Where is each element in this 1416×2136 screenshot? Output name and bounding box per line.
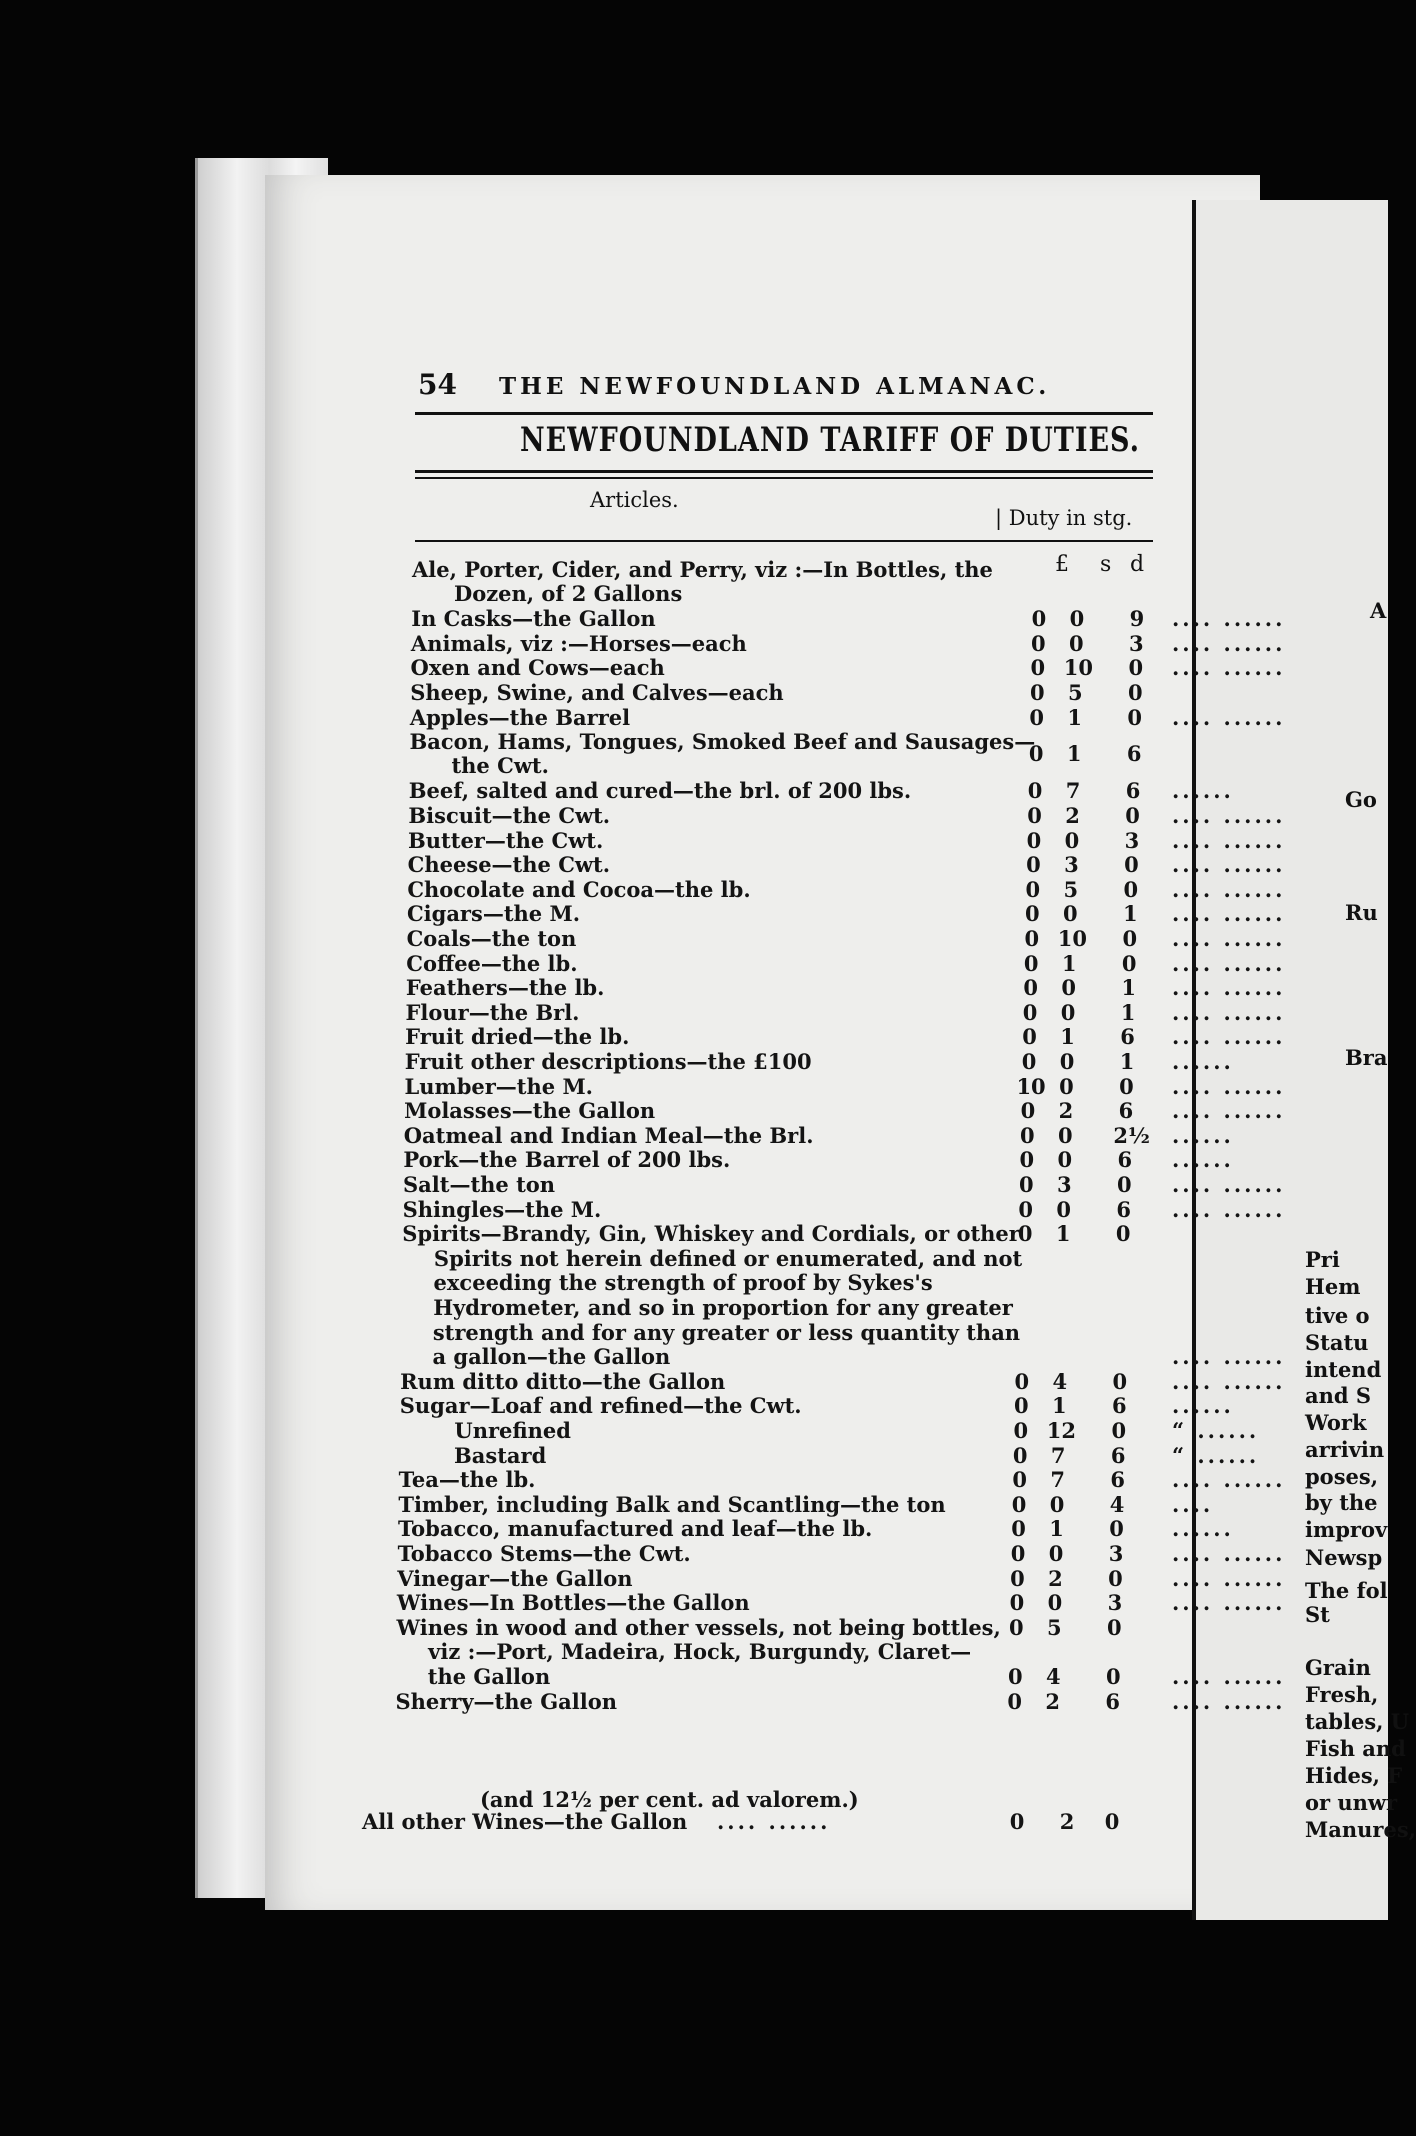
article-name: strength and for any greater or less quantity than [432,1319,1021,1345]
duty-pence: 3 [1129,630,1144,656]
article-name: Coffee—the lb. [406,950,578,976]
duty-pounds: 0 [1013,1393,1029,1419]
facing-page-fragment: Grain [1305,1655,1371,1680]
leader-dots: .... ...... [1171,950,1286,976]
duty-pounds: 0 [1007,1688,1022,1714]
sherry-ad-valorem-note: (and 12½ per cent. ad valorem.) [480,1787,859,1812]
duty-pence: 6 [1111,1393,1127,1419]
duty-shillings: 0 [1056,1196,1071,1222]
article-name: Tobacco, manufactured and leaf—the lb. [397,1516,873,1542]
duty-shillings: 0 [1064,827,1080,853]
duty-pence: 0 [1128,655,1144,681]
leader-dots: ...... [1171,1393,1234,1419]
duty-pence: 6 [1105,1688,1120,1714]
leader-dots: .... ...... [1171,926,1286,951]
duty-shillings: 7 [1065,778,1081,804]
facing-page-fragment: St [1305,1602,1330,1627]
duty-pounds: 0 [1028,741,1044,767]
leader-dots: .... ...... [1171,1368,1286,1394]
article-name: Cheese—the Cwt. [407,852,611,878]
article-name: Salt—the ton [403,1172,556,1197]
facing-page-fragment: Hem [1305,1274,1361,1299]
article-name: Oxen and Cows—each [410,655,665,681]
duty-pence: 6 [1118,1098,1134,1124]
duty-pence: 0 [1127,680,1143,705]
duty-pounds: 0 [1022,1024,1037,1050]
duty-pence: 6 [1116,1196,1131,1222]
article-name: Shingles—the M. [402,1196,602,1222]
duty-shillings: 1 [1049,1516,1064,1542]
leader-dots: “ ...... [1171,1418,1260,1443]
leader-dots: ...... [1171,1122,1234,1148]
facing-page-fragment: tables, U [1305,1709,1410,1734]
duty-pounds: 0 [1013,1418,1029,1443]
leader-dots: .... ...... [1171,1664,1286,1689]
leader-dots: .... [1171,1491,1214,1517]
duty-pounds: 0 [1009,1809,1025,1834]
article-name: Lumber—the M. [404,1073,593,1099]
duty-pence: 0 [1105,1664,1121,1689]
duty-pounds: 0 [1023,975,1038,1001]
duty-pence: 0 [1115,1221,1131,1247]
duty-shillings: 1 [1051,1393,1067,1419]
duty-pence: 6 [1117,1147,1133,1173]
duty-pounds: 0 [1031,606,1047,632]
article-name: Sherry—the Gallon [395,1688,617,1714]
col-duty-header: | Duty in stg. [995,506,1133,530]
duty-shillings: 12 [1046,1418,1076,1443]
duty-shillings: 2 [1045,1688,1060,1714]
duty-pounds: 0 [1010,1541,1026,1566]
leader-dots: .... ...... [1171,1024,1286,1050]
article-name: Ale, Porter, Cider, and Perry, viz :—In Bottles, the [412,557,993,582]
facing-page-fragment: Fish and [1305,1736,1406,1761]
facing-page-fragment: or unwr [1305,1790,1398,1815]
article-name: Spirits—Brandy, Gin, Whiskey and Cordials, or other [402,1221,1020,1247]
duty-pounds: 0 [1018,1172,1034,1197]
leader-dots: .... ...... [1171,1196,1286,1222]
facing-page-fragment: poses, [1305,1464,1379,1489]
duty-pounds: 0 [1031,630,1046,656]
duty-pounds: 0 [1010,1565,1025,1591]
duty-shillings: 5 [1047,1614,1062,1640]
leader-dots: .... ...... [1171,1344,1286,1370]
duty-pounds: 0 [1020,1122,1035,1148]
article-name: Hydrometer, and so in proportion for any greater [433,1295,1013,1320]
duty-pounds: 0 [1011,1491,1027,1517]
duty-pence: 0 [1119,1073,1134,1099]
duty-pence: 1 [1121,975,1136,1001]
article-continuation: the Cwt. [451,753,549,779]
duty-pence: 0 [1127,704,1142,730]
leader-dots: .... ...... [1171,1565,1286,1591]
pounds-symbol: £ [1055,552,1069,577]
duty-pence: 0 [1125,803,1140,828]
title-rule-top [415,470,1153,473]
duty-pounds: 0 [1007,1664,1023,1689]
duty-pence: 6 [1126,741,1142,767]
article-name: Wines in wood and other vessels, not being bottles, [396,1614,1001,1640]
article-name: exceeding the strength of proof by Sykes's [433,1270,933,1296]
article-name: Sugar—Loaf and refined—the Cwt. [399,1393,802,1419]
article-name: Unrefined [454,1418,571,1443]
duty-shillings: 1 [1060,1024,1075,1050]
duty-pounds: 0 [1012,1467,1027,1493]
leader-dots: .... ...... [1171,803,1286,828]
leader-dots: .... ...... [1171,999,1286,1025]
leader-dots: .... ...... [1171,1467,1286,1493]
duty-pounds: 0 [1029,680,1045,705]
leader-dots: “ ...... [1171,1442,1260,1468]
duty-pounds: 0 [1009,1614,1024,1640]
pence-symbol: d [1130,552,1145,577]
duty-pounds: 0 [1012,1442,1028,1468]
duty-pounds: 0 [1024,926,1040,951]
duty-shillings: 0 [1059,1073,1074,1099]
article-name: Biscuit—the Cwt. [408,803,611,828]
facing-page-fragment: Hides, F [1305,1763,1403,1788]
duty-shillings: 2 [1058,1098,1074,1124]
duty-shillings: 4 [1052,1368,1068,1394]
duty-shillings: 0 [1049,1491,1065,1517]
facing-page-fragment: Work [1305,1410,1367,1435]
duty-pounds: 0 [1030,655,1046,681]
duty-pounds: 0 [1011,1516,1026,1542]
leader-dots: .... ...... [1171,606,1286,632]
duty-shillings: 0 [1058,1122,1073,1148]
article-name: Coals—the ton [406,926,577,951]
leader-dots: .... ...... [1171,1073,1286,1099]
facing-page-fragment: Fresh, [1305,1682,1379,1707]
duty-shillings: 10 [1063,655,1094,681]
article-name: Chocolate and Cocoa—the lb. [407,876,751,902]
leader-dots: ...... [1171,778,1234,804]
duty-pounds: 0 [1019,1147,1035,1173]
duty-pence: 2½ [1113,1122,1150,1148]
shillings-symbol: s [1100,552,1112,577]
duty-pounds: 0 [1026,827,1042,853]
duty-shillings: 0 [1057,1147,1073,1173]
duty-pence: 0 [1107,1614,1122,1640]
facing-page-fragment: The fol [1305,1578,1388,1603]
duty-pence: 3 [1107,1590,1123,1616]
table-title: NEWFOUNDLAND TARIFF OF DUTIES. [520,421,1140,460]
duty-shillings: 0 [1061,975,1076,1001]
facing-page-fragment: Bra [1345,1045,1388,1070]
facing-page-fragment: and S [1305,1383,1372,1408]
duty-pence: 0 [1116,1172,1132,1197]
duty-pence: 0 [1111,1418,1127,1443]
duty-pence: 3 [1124,827,1140,853]
duty-shillings: 0 [1069,630,1084,656]
duty-shillings: 1 [1055,1221,1071,1247]
facing-page-fragment: Go [1345,787,1377,812]
column-header-rule [415,540,1153,542]
duty-pence: 0 [1112,1368,1128,1394]
duty-shillings: 0 [1048,1541,1064,1566]
duty-pence: 0 [1122,926,1138,951]
facing-page-fragment: Statu [1305,1330,1369,1355]
duty-pounds: 0 [1023,950,1039,976]
article-name: Oatmeal and Indian Meal—the Brl. [403,1122,814,1148]
duty-shillings: 0 [1059,1049,1075,1074]
leader-dots: .... ...... [1171,655,1286,681]
duty-shillings: 1 [1067,704,1082,730]
article-name: Molasses—the Gallon [404,1098,656,1124]
duty-shillings: 2 [1059,1809,1075,1834]
facing-page-fragment: intend [1305,1357,1382,1382]
leader-dots: .... ...... [1171,901,1286,927]
article-name: the Gallon [427,1664,551,1689]
leader-dots: .... ...... [1171,1098,1286,1124]
article-name: Tobacco Stems—the Cwt. [397,1541,691,1566]
article-name: a gallon—the Gallon [432,1344,671,1370]
duty-shillings: 5 [1063,876,1079,902]
duty-shillings: 1 [1066,741,1082,767]
duty-pence: 0 [1109,1516,1124,1542]
leader-dots: .... ...... [1171,827,1286,853]
article-name: Beef, salted and cured—the brl. of 200 lbs. [408,778,912,804]
article-name: Timber, including Balk and Scantling—the ton [398,1491,946,1517]
duty-pounds: 0 [1017,1221,1033,1247]
article-name: Tea—the lb. [398,1467,536,1493]
leader-dots: .... ...... [1171,876,1286,902]
duty-pence: 6 [1110,1467,1125,1493]
article-continuation: Dozen, of 2 Gallons [454,581,683,606]
duty-shillings: 5 [1067,680,1083,705]
leader-dots: .... ...... [1171,630,1286,656]
duty-pence: 6 [1110,1442,1126,1468]
duty-pence: 1 [1122,901,1138,927]
article-name: Rum ditto ditto—the Gallon [400,1368,726,1394]
duty-pence: 6 [1125,778,1141,804]
facing-page-fragment: improv [1305,1517,1388,1542]
leader-dots: .... ...... [1171,1541,1286,1566]
duty-shillings: 2 [1065,803,1080,828]
duty-shillings: 7 [1050,1467,1065,1493]
duty-pence: 1 [1120,999,1136,1025]
article-name: Flour—the Brl. [405,999,580,1025]
leader-dots: .... ...... [1171,1590,1286,1616]
article-name: Fruit dried—the lb. [405,1024,630,1050]
duty-pence: 0 [1124,852,1139,878]
duty-pounds: 0 [1027,803,1042,828]
duty-pounds: 0 [1022,999,1038,1025]
article-name: In Casks—the Gallon [411,606,656,632]
running-title: THE NEWFOUNDLAND ALMANAC. [498,373,1051,400]
duty-shillings: 3 [1056,1172,1072,1197]
duty-shillings: 0 [1069,606,1085,632]
duty-pounds: 0 [1026,852,1041,878]
article-name: Bastard [454,1442,547,1468]
duty-pounds: 0 [1024,901,1040,927]
leader-dots: .... ...... [1171,852,1286,878]
leader-dots: .... ...... [1171,704,1286,730]
duty-shillings: 2 [1048,1565,1063,1591]
article-name: Sheep, Swine, and Calves—each [410,680,784,705]
leader-dots: .... ...... [1172,1172,1286,1197]
leader-dots: .... ...... [1171,975,1286,1001]
duty-shillings: 0 [1062,901,1078,927]
duty-shillings: 3 [1064,852,1079,878]
facing-page-fragment: by the [1305,1490,1378,1515]
duty-pence: 0 [1121,950,1137,976]
facing-page-fragment: Manures, [1305,1817,1416,1842]
article-name: Apples—the Barrel [409,704,631,730]
header-rule [415,412,1153,415]
running-header [418,368,1050,401]
duty-pence: 6 [1120,1024,1135,1050]
duty-pounds: 10 [1016,1073,1046,1099]
col-articles-header: Articles. [590,488,679,512]
article-name: Cigars—the M. [406,901,581,927]
article-name: Fruit other descriptions—the £100 [404,1049,812,1074]
article-name: Vinegar—the Gallon [397,1565,633,1591]
duty-pence: 0 [1123,876,1139,902]
article-name: Butter—the Cwt. [408,827,604,853]
duty-pounds: 0 [1029,704,1044,730]
duty-shillings: 4 [1045,1664,1061,1689]
leader-dots: .... ...... [1171,1688,1286,1714]
duty-shillings: 0 [1047,1590,1063,1616]
facing-page-fragment: Pri [1305,1247,1340,1272]
leader-dots: ...... [1171,1516,1234,1542]
duty-pounds: 0 [1021,1049,1037,1074]
duty-shillings: 0 [1060,999,1076,1025]
leader-dots: ...... [1171,1049,1234,1074]
facing-page-fragment: arrivin [1305,1437,1385,1462]
article-name: Feathers—the lb. [405,975,605,1001]
duty-pounds: 0 [1014,1368,1030,1394]
facing-page-fragment: Ru [1345,900,1378,925]
article-name: Wines—In Bottles—the Gallon [396,1590,750,1616]
duty-pence: 3 [1108,1541,1124,1566]
duty-shillings: 7 [1050,1442,1066,1468]
title-rule-bottom [415,477,1153,479]
leader-dots: .... ...... [717,1809,831,1834]
duty-pounds: 0 [1018,1196,1033,1222]
duty-pounds: 0 [1009,1590,1025,1616]
duty-pounds: 0 [1020,1098,1036,1124]
article-name: viz :—Port, Madeira, Hock, Burgundy, Claret— [428,1639,972,1665]
facing-page-fragment: tive o [1305,1303,1370,1328]
article-name: All other Wines—the Gallon [362,1809,688,1834]
article-name: Animals, viz :—Horses—each [410,630,747,656]
duty-shillings: 1 [1061,950,1077,976]
duty-pence: 1 [1119,1049,1135,1074]
article-name: Spirits not herein defined or enumerated, and not [433,1245,1023,1271]
duty-shillings: 10 [1057,926,1087,951]
facing-page-fragment: A [1370,598,1387,623]
duty-pence: 9 [1129,606,1145,632]
duty-pence: 4 [1109,1491,1125,1517]
duty-pounds: 0 [1025,876,1041,902]
duty-pounds: 0 [1027,778,1043,804]
leader-dots: ...... [1171,1147,1234,1173]
duty-pence: 0 [1104,1809,1120,1834]
page-number: 54 [418,368,457,401]
facing-page-fragment: Newsp [1305,1545,1383,1570]
article-name: Bacon, Hams, Tongues, Smoked Beef and Sausages— [409,729,1036,755]
duty-pence: 0 [1108,1565,1123,1591]
article-name: Pork—the Barrel of 200 lbs. [403,1147,731,1173]
